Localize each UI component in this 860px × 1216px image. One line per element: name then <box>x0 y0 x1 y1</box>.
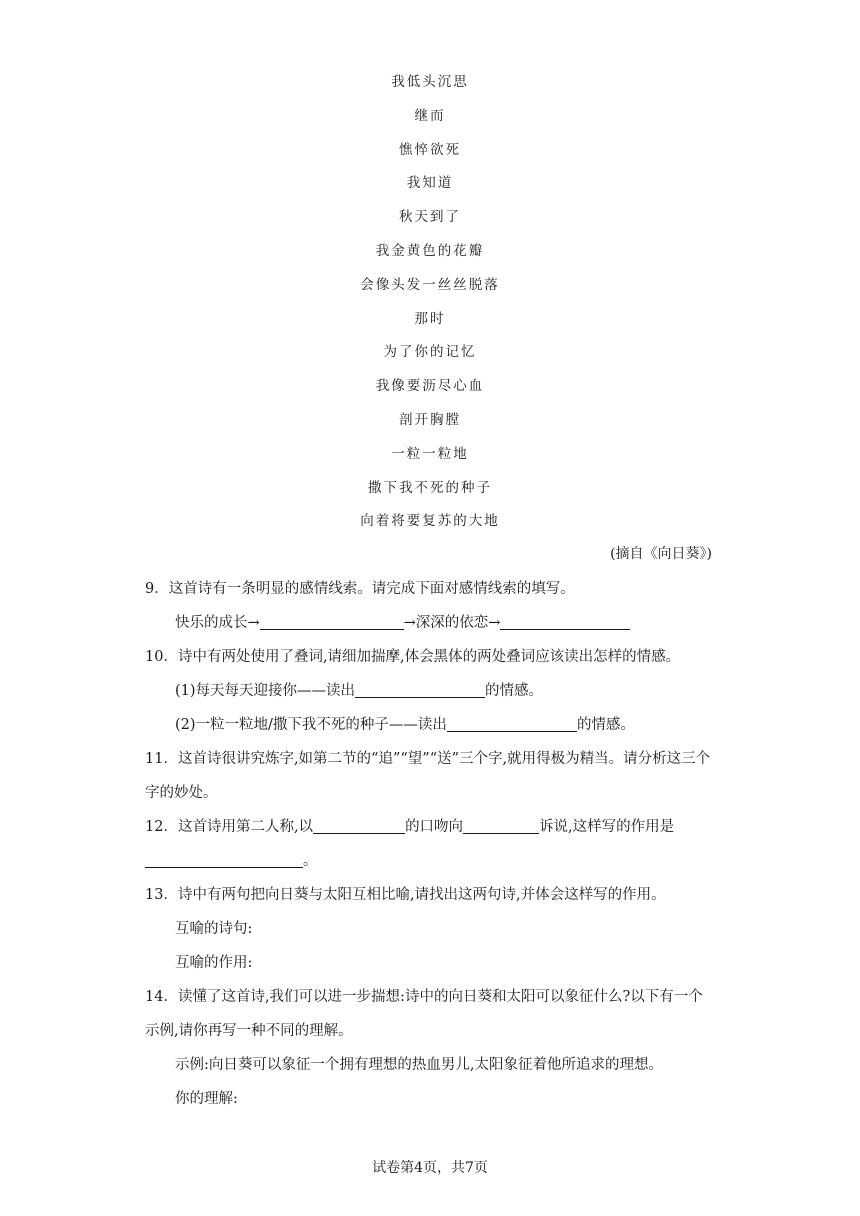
answer-blank[interactable] <box>463 818 539 834</box>
q12-end: 。 <box>303 853 318 869</box>
poem-line: 一粒一粒地 <box>391 445 469 462</box>
item-suffix: 的情感。 <box>576 717 635 733</box>
item-suffix: 的情感。 <box>485 683 544 699</box>
q12-part: 诉说,这样写的作用是 <box>539 819 675 835</box>
poem-line: 我金黄色的花瓣 <box>375 242 485 259</box>
poem-line: 继而 <box>414 107 446 124</box>
item-prefix: (2)一粒一粒地/撒下我不死的种子——读出 <box>175 717 447 733</box>
q12-part: 的口吻向 <box>405 819 464 835</box>
poem-block <box>0 68 860 541</box>
poem-line: 我像要沥尽心血 <box>375 378 485 395</box>
poem-line: 我知道 <box>406 175 454 192</box>
answer-blank[interactable] <box>447 716 577 732</box>
q12-part: 12．这首诗用第二人称,以 <box>145 819 314 835</box>
question-13-label-2: 互喻的作用: <box>175 955 253 971</box>
question-14-line-1: 14．读懂了这首诗,我们可以进一步揣想:诗中的向日葵和太阳可以象征什么?以下有一个 <box>145 989 703 1005</box>
chain-start: 快乐的成长→ <box>175 615 260 631</box>
poem-line: 剖开胸膛 <box>399 411 461 428</box>
poem-line: 那时 <box>414 310 446 327</box>
answer-blank[interactable] <box>500 614 630 630</box>
poem-line: 我低头沉思 <box>391 74 469 90</box>
answer-blank[interactable] <box>260 614 404 630</box>
question-10-item-2 <box>175 714 635 736</box>
question-11-line-2: 字的妙处。 <box>145 785 218 801</box>
poem-line: 会像头发一丝丝脱落 <box>360 276 500 293</box>
answer-blank[interactable] <box>313 818 405 834</box>
question-14-example: 示例:向日葵可以象征一个拥有理想的热血男儿,太阳象征着他所追求的理想。 <box>175 1057 663 1073</box>
question-10-text: 10．诗中有两处使用了叠词,请细加揣摩,体会黑体的两处叠词应该读出怎样的情感。 <box>145 649 681 665</box>
question-9-text: 9．这首诗有一条明显的感情线索。请完成下面对感情线索的填写。 <box>145 581 575 597</box>
question-13-text: 13．诗中有两句把向日葵与太阳互相比喻,请找出这两句诗,并体会这样写的作用。 <box>145 887 666 903</box>
poem-line: 为了你的记忆 <box>383 344 477 361</box>
item-prefix: (1)每天每天迎接你——读出 <box>175 683 356 699</box>
question-11-line-1: 11．这首诗很讲究炼字,如第二节的“追”“望”“送”三个字,就用得极为精当。请分析这三个 <box>145 751 711 767</box>
page-footer: 试卷第4页，共7页 <box>372 1160 488 1176</box>
chain-mid: →深深的依恋→ <box>403 615 501 631</box>
poem-line: 憔悴欲死 <box>399 141 461 158</box>
poem-line: 撒下我不死的种子 <box>368 479 492 496</box>
question-13-label-1: 互喻的诗句: <box>175 921 253 937</box>
question-14-answer-label: 你的理解: <box>175 1091 238 1107</box>
question-10-item-1 <box>175 680 543 702</box>
question-12-line-1 <box>145 816 674 838</box>
answer-blank[interactable] <box>145 852 303 868</box>
question-12-line-2 <box>145 850 318 872</box>
poem-source: (摘自《向日葵》) <box>610 546 712 562</box>
answer-blank[interactable] <box>355 682 485 698</box>
question-14-line-2: 示例,请你再写一种不同的理解。 <box>145 1023 353 1039</box>
poem-line: 秋天到了 <box>399 209 461 226</box>
poem-line: 向着将要复苏的大地 <box>360 513 500 530</box>
question-9-chain <box>175 612 630 634</box>
